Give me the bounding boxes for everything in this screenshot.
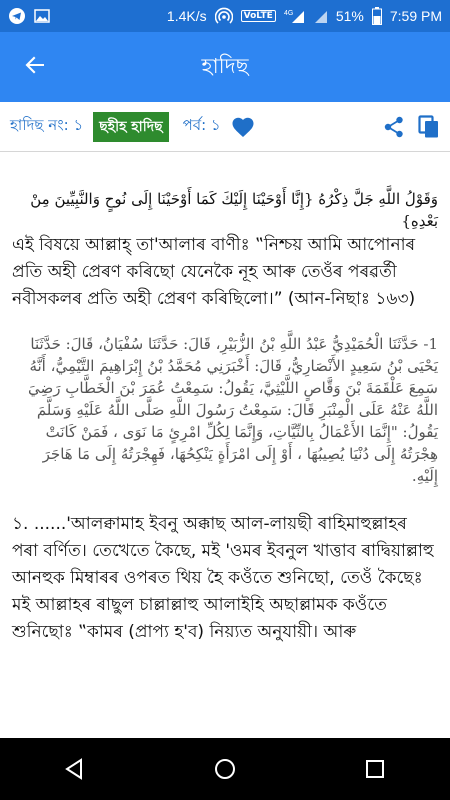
- copy-icon: [418, 115, 440, 139]
- telegram-icon: [8, 7, 26, 25]
- nav-back-icon: [64, 758, 86, 780]
- system-navigation-bar: [0, 738, 450, 800]
- page-title: হাদিছ: [201, 53, 249, 78]
- svg-text:4G: 4G: [283, 10, 294, 17]
- heart-icon: [231, 116, 255, 138]
- app-bar: [0, 32, 450, 102]
- chapter-number: পৰ্ব: ১: [182, 116, 221, 134]
- signal-icon-2: [314, 8, 328, 24]
- battery-percent: 51%: [335, 8, 364, 24]
- battery-icon: [372, 7, 382, 25]
- hadith-info-bar: [0, 102, 450, 152]
- hadith-translation: ১. ......'আলক্বামাহ ইবনু অক্কাছ আল-লায়ছী ৰাহিমাহুল্লাহৰ পৰা বৰ্ণিত। তেখেতে কৈছে, মই 'ওমৰ ইবনুল খাত্তাব ৰাদ্বিয়াল্লাহু আনহুক মিম্বাৰৰ ওপৰত থিয় হৈ কওঁতে শুনিছো, তেওঁ কৈছেঃ মই আল্লাহৰ ৰাছুল চাল্লাল্লাহু আলাইহি অছাল্লামক কওঁতে শুনিছোঃ ‟কামৰ (প্ৰাপ্য হ'ব) নিয়্যত অনুযায়ী। আৰু: [12, 514, 434, 642]
- arrow-back-icon: [24, 54, 46, 80]
- nav-home-button[interactable]: [195, 739, 255, 799]
- nav-back-button[interactable]: [45, 739, 105, 799]
- share-icon: [384, 116, 404, 138]
- grade-badge: ছহীহ হাদিছ: [93, 112, 168, 142]
- hadith-number: হাদিছ নং: ১: [10, 116, 84, 134]
- share-button[interactable]: [384, 116, 404, 138]
- verse-translation: এই বিষয়ে আল্লাহ্ তা'আলাৰ বাণীঃ ‟নিশ্চয় আমি আপোনাৰ প্ৰতি অহী প্ৰেৰণ কৰিছো যেনেকৈ নূহ আৰু তেওঁৰ পৰৱৰ্তী নবীসকলৰ প্ৰতি অহী প্ৰেৰণ কৰিছিলো।” (আন-নিছাঃ ১৬৩): [12, 235, 416, 309]
- back-button[interactable]: [0, 32, 70, 102]
- status-bar: [0, 0, 450, 32]
- nav-recents-button[interactable]: [345, 739, 405, 799]
- hotspot-icon: [215, 7, 233, 25]
- network-speed: 1.4K/s: [166, 8, 207, 24]
- signal-icon: [284, 8, 306, 24]
- hadith-content: [0, 152, 450, 738]
- nav-recents-icon: [365, 759, 385, 779]
- image-notification-icon: [34, 8, 50, 24]
- favorite-button[interactable]: [231, 116, 255, 138]
- hadith-arabic: 1- حَدَّثَنَا الْحُمَيْدِيُّ عَبْدُ اللَّهِ بْنُ الزُّبَيْرِ، قَالَ: حَدَّثَنَا سُفْيَانُ، قَالَ: حَدَّثَنَا يَحْيَى بْنُ سَعِيدٍ الأَنْصَارِيُّ، قَالَ: أَخْبَرَنِي مُحَمَّدُ بْنُ إِبْرَاهِيمَ التَّيْمِيُّ، أَنَّهُ سَمِعَ عَلْقَمَةَ بْنَ وَقَّاصٍ اللَّيْثِيَّ، يَقُولُ: سَمِعْتُ عُمَرَ بْنَ الْخَطَّابِ رَضِيَ اللَّهُ عَنْهُ عَلَى الْمِنْبَرِ قَالَ: سَمِعْتُ رَسُولَ اللَّهِ صَلَّى اللَّهُ عَلَيْهِ وَسَلَّمَ يَقُولُ: "إِنَّمَا الأَعْمَالُ بِالنِّيَّاتِ، وَإِنَّمَا لِكُلِّ امْرِئٍ مَا نَوَى ، فَمَنْ كَانَتْ هِجْرَتُهُ إِلَى دُنْيَا يُصِيبُهَا ، أَوْ إِلَى امْرَأَةٍ يَنْكِحُهَا، فَهِجْرَتُهُ إِلَى مَا هَاجَرَ إِلَيْهِ.: [28, 335, 438, 485]
- volte-badge: VoLTE: [241, 10, 276, 22]
- clock: 7:59 PM: [389, 8, 442, 24]
- nav-home-icon: [214, 758, 236, 780]
- copy-button[interactable]: [418, 115, 440, 139]
- verse-arabic: وَقَوْلُ اللَّهِ جَلَّ ذِكْرُهُ ‏{‏إِنَّا أَوْحَيْنَا إِلَيْكَ كَمَا أَوْحَيْنَا إِلَى نُوحٍ وَالنَّبِيِّينَ مِنْ بَعْدِهِ‏}: [30, 190, 438, 230]
